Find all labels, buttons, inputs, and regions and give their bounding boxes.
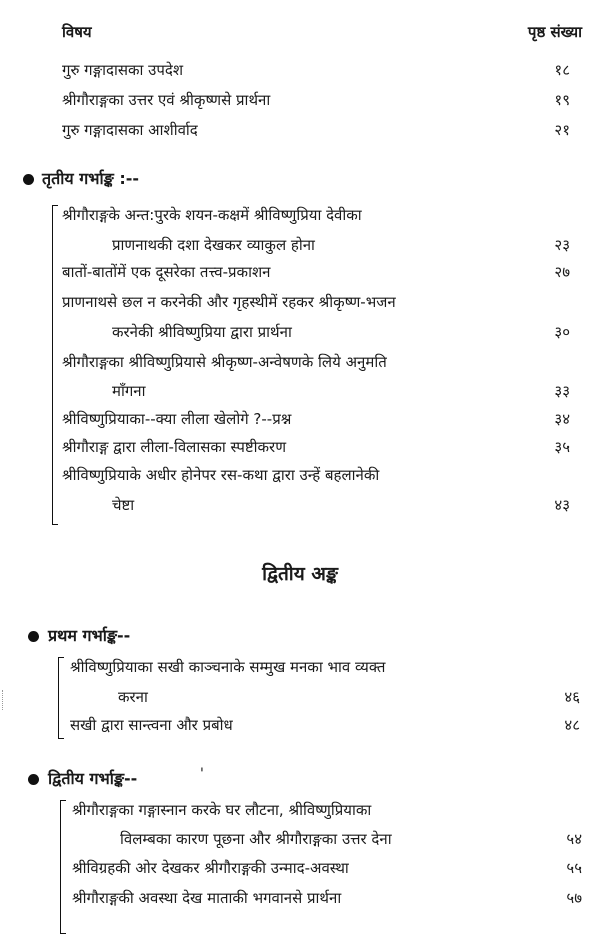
list-item-text: बातों-बातोंमें एक दूसरेका तत्त्व-प्रकाशन <box>62 263 271 281</box>
list-item-text-continued: विलम्बका कारण पूछना और श्रीगौराङ्गका उत्तर देना <box>120 830 392 848</box>
list-item-text: सखी द्वारा सान्त्वना और प्रबोध <box>70 716 233 734</box>
stray-mark: ' <box>200 766 204 782</box>
subject-header: विषय <box>62 23 92 41</box>
scene-heading: तृतीय गर्भाङ्क :-- <box>42 169 140 188</box>
section-bracket <box>60 800 66 934</box>
list-item-page: २७ <box>554 263 570 281</box>
list-item-page: ३५ <box>554 438 570 456</box>
page-number-header: पृष्ठ संख्या <box>527 23 582 41</box>
scan-speck <box>2 690 5 710</box>
list-item-text: श्रीगौराङ्गका उत्तर एवं श्रीकृष्णसे प्रार्थना <box>62 91 271 109</box>
list-item-page: ५५ <box>566 859 582 877</box>
list-item-text: प्राणनाथसे छल न करनेकी और गृहस्थीमें रहकर श्रीकृष्ण-भजन <box>62 293 396 311</box>
list-item-text: गुरु गङ्गादासका उपदेश <box>62 61 184 79</box>
list-item-text: श्रीगौराङ्गके अन्त:पुरके शयन-कक्षमें श्रीविष्णुप्रिया देवीका <box>62 206 362 224</box>
list-item-text-continued: करना <box>118 688 148 706</box>
list-item-page: १८ <box>554 61 570 79</box>
list-item-text: श्रीविष्णुप्रियाके अधीर होनेपर रस-कथा द्वारा उन्हें बहलानेकी <box>62 466 380 484</box>
list-item-page: ४६ <box>564 688 580 706</box>
list-item-page: ३० <box>554 323 570 341</box>
list-item-text: श्रीगौराङ्गका गङ्गास्नान करके घर लौटना, श्रीविष्णुप्रियाका <box>72 801 372 819</box>
section-bracket <box>58 657 64 739</box>
list-item-text: गुरु गङ्गादासका आशीर्वाद <box>62 121 198 139</box>
list-item-text: श्रीविग्रहकी ओर देखकर श्रीगौराङ्गकी उन्माद-अवस्था <box>72 859 349 877</box>
list-item-page: १९ <box>554 91 570 109</box>
bullet-icon <box>28 774 39 785</box>
list-item-text: श्रीगौराङ्ग द्वारा लीला-विलासका स्पष्टीकरण <box>62 438 287 456</box>
list-item-page: ३३ <box>554 382 570 400</box>
list-item-text: श्रीविष्णुप्रियाका सखी काञ्चनाके सम्मुख मनका भाव व्यक्त <box>70 658 386 676</box>
list-item-text-continued: माँगना <box>112 382 146 400</box>
list-item-text: श्रीगौराङ्गकी अवस्था देख माताकी भगवानसे प्रार्थना <box>72 889 342 907</box>
scene-heading: द्वितीय गर्भाङ्क-- <box>48 769 138 788</box>
section-bracket <box>52 205 58 525</box>
list-item-text: श्रीगौराङ्गका श्रीविष्णुप्रियासे श्रीकृष्ण-अन्वेषणके लिये अनुमति <box>62 353 387 371</box>
list-item-page: २१ <box>554 121 570 139</box>
act-title: द्वितीय अङ्क <box>262 563 338 585</box>
list-item-page: ५४ <box>566 830 582 848</box>
list-item-page: ३४ <box>554 410 570 428</box>
list-item-page: ५७ <box>566 889 582 907</box>
list-item-page: ४८ <box>564 716 580 734</box>
list-item-text-continued: प्राणनाथकी दशा देखकर व्याकुल होना <box>112 236 315 254</box>
list-item-text-continued: चेष्टा <box>112 496 135 514</box>
bullet-icon <box>28 631 39 642</box>
list-item-text-continued: करनेकी श्रीविष्णुप्रिया द्वारा प्रार्थना <box>112 323 292 341</box>
list-item-page: ४३ <box>554 496 570 514</box>
scene-heading: प्रथम गर्भाङ्क-- <box>48 626 131 645</box>
list-item-page: २३ <box>554 236 570 254</box>
list-item-text: श्रीविष्णुप्रियाका--क्या लीला खेलोगे ?--प्रश्न <box>62 410 292 428</box>
bullet-icon <box>23 174 34 185</box>
